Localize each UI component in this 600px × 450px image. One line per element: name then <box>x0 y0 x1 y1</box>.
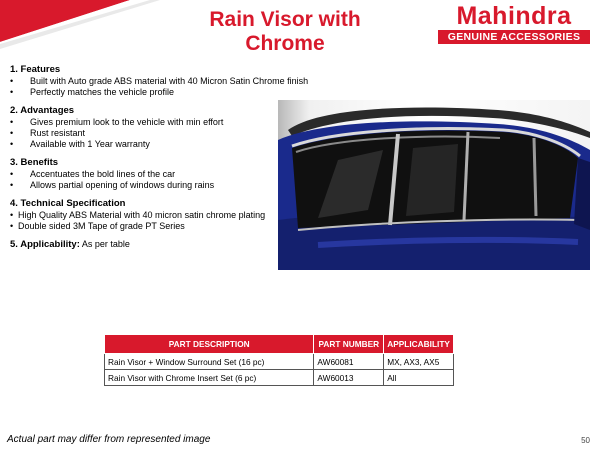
table-row <box>105 370 454 386</box>
table-cell: Rain Visor + Window Surround Set (16 pc) <box>105 354 314 370</box>
brand-name: Mahindra <box>456 2 572 30</box>
list-item: • Perfectly matches the vehicle profile <box>10 87 175 97</box>
list-item: • Available with 1 Year warranty <box>10 139 150 149</box>
disclaimer-note: Actual part may differ from represented image <box>7 434 211 445</box>
section-title: 2. Advantages <box>10 105 75 116</box>
corner-decoration <box>0 0 170 55</box>
list-item: • Allows partial opening of windows during rains <box>10 180 215 190</box>
car-illustration <box>278 100 590 270</box>
brand-logo <box>438 4 590 46</box>
brand-tagline: GENUINE ACCESSORIES <box>438 30 590 44</box>
list-item: • Built with Auto grade ABS material with 40 Micron Satin Chrome finish <box>10 76 309 86</box>
section-advantages <box>10 105 310 150</box>
table-cell: MX, AX3, AX5 <box>384 354 454 370</box>
list-item: • Gives premium look to the vehicle with min effort <box>10 117 224 127</box>
applicability-value: As per table <box>81 239 130 249</box>
list-item: • Double sided 3M Tape of grade PT Series <box>10 221 185 231</box>
section-title: 3. Benefits <box>10 157 59 168</box>
column-header: PART DESCRIPTION <box>105 335 314 354</box>
section-applicability <box>10 239 310 250</box>
section-benefits <box>10 157 310 191</box>
column-header: PART NUMBER <box>314 335 384 354</box>
section-features <box>10 64 310 98</box>
list-item: • Accentuates the bold lines of the car <box>10 169 176 179</box>
section-title: 4. Technical Specification <box>10 198 126 209</box>
table-cell: All <box>384 370 454 386</box>
page-number: 50 <box>581 436 590 445</box>
table-cell: AW60013 <box>314 370 384 386</box>
list-item: • High Quality ABS Material with 40 micron satin chrome plating <box>10 210 266 220</box>
section-title: 1. Features <box>10 64 61 75</box>
page-title: Rain Visor with Chrome <box>209 8 361 55</box>
content-sections <box>10 64 310 257</box>
table-row <box>105 354 454 370</box>
list-item: • Rust resistant <box>10 128 86 138</box>
table-cell: Rain Visor with Chrome Insert Set (6 pc) <box>105 370 314 386</box>
table-cell: AW60081 <box>314 354 384 370</box>
parts-table <box>104 334 454 386</box>
car-photo <box>278 100 590 270</box>
column-header: APPLICABILITY <box>384 335 454 354</box>
table-header-row <box>105 335 454 354</box>
section-title: 5. Applicability: <box>10 239 80 250</box>
section-technical-specification <box>10 198 310 232</box>
